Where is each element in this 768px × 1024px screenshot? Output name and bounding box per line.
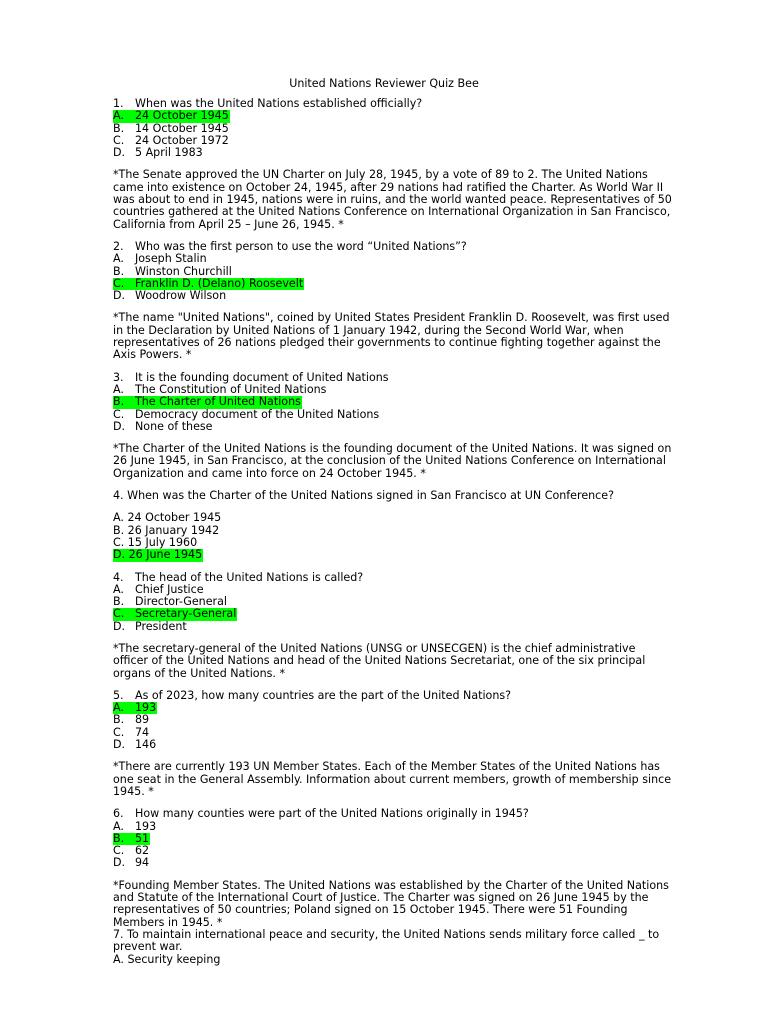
answer-option: D. 5 April 1983 <box>113 146 203 160</box>
answer-option: B. Winston Churchill <box>113 264 232 278</box>
question-text: 3. It is the founding document of United Nations <box>113 370 389 384</box>
answer-option-correct: A. 193 <box>113 701 157 715</box>
question-4 <box>113 490 673 571</box>
question-8 <box>113 929 673 966</box>
answer-option: B. 89 <box>113 713 150 727</box>
question-text: 2. Who was the first person to use the word “United Nations”? <box>113 239 467 253</box>
question-7 <box>113 808 673 929</box>
answer-option: C. 62 <box>113 844 150 858</box>
question-text: 5. As of 2023, how many countries are the part of the United Nations? <box>113 688 512 702</box>
answer-option: C. 15 July 1960 <box>113 535 198 549</box>
explanation: *The name "United Nations", coined by United States President Franklin D. Roosevelt, was first used in the Declaration by United Nations of 1 January 1942, during the Second World War, when representatives of 26 nations pledged their governments to continue fighting together against the Axis Powers. * <box>113 311 670 362</box>
question-text: 1. When was the United Nations established officially? <box>113 97 423 110</box>
answer-option: D. Woodrow Wilson <box>113 289 227 303</box>
question-text: 7. To maintain international peace and security, the United Nations sends military force called _ to prevent war. <box>113 927 660 954</box>
answer-option-correct: B. 51 <box>113 831 150 845</box>
answer-option: D. 146 <box>113 738 157 752</box>
explanation: *The secretary-general of the United Nations (UNSG or UNSECGEN) is the chief administrative officer of the United Nations and head of the United Nations Secretariat, one of the six principal organs of the United Nations. * <box>113 641 646 680</box>
answer-option: D. 94 <box>113 856 150 870</box>
answer-option-correct: C. Franklin D. (Delano) Roosevelt <box>113 276 304 290</box>
answer-option: A. 193 <box>113 819 157 833</box>
document-title: United Nations Reviewer Quiz Bee <box>289 77 479 90</box>
answer-option: D. None of these <box>113 419 213 433</box>
answer-option: C. 24 October 1972 <box>113 133 229 147</box>
answer-option: B. 14 October 1945 <box>113 121 229 135</box>
question-text: 4. The head of the United Nations is called? <box>113 570 364 584</box>
answer-option: D. President <box>113 619 187 633</box>
answer-option: A. 24 October 1945 <box>113 511 222 525</box>
explanation: *The Charter of the United Nations is the founding document of the United Nations. It was signed on 26 June 1945, in San Francisco, at the conclusion of the United Nations Conference on International Organization and came into force on 24 October 1945. * <box>113 442 672 480</box>
answer-option: A. Security keeping <box>113 952 221 966</box>
quiz-content <box>113 98 673 966</box>
answer-option: A. Joseph Stalin <box>113 252 207 266</box>
question-text: 4. When was the Charter of the United Nations signed in San Francisco at UN Conference? <box>113 489 614 503</box>
answer-option-correct: D. 26 June 1945 <box>113 548 203 562</box>
question-3 <box>113 372 673 480</box>
answer-option: B. 26 January 1942 <box>113 523 220 537</box>
answer-option-correct: A. 24 October 1945 <box>113 109 229 123</box>
answer-option: B. Director-General <box>113 595 227 609</box>
question-1 <box>113 98 673 231</box>
question-6 <box>113 690 673 798</box>
question-2 <box>113 241 673 362</box>
answer-option: A. Chief Justice <box>113 582 204 596</box>
question-text: 6. How many counties were part of the United Nations originally in 1945? <box>113 807 529 821</box>
answer-option-correct: B. The Charter of United Nations <box>113 395 301 409</box>
answer-option: A. The Constitution of United Nations <box>113 382 327 396</box>
answer-option: C. Democracy document of the United Nations <box>113 407 380 421</box>
answer-option-correct: C. Secretary-General <box>113 607 237 621</box>
question-5 <box>113 572 673 680</box>
explanation: *The Senate approved the UN Charter on July 28, 1945, by a vote of 89 to 2. The United Nations came into existence on October 24, 1945, after 29 nations had ratified the Charter. As World War II was about to end in 1945, nations were in ruins, and the world wanted peace. Representatives of 50 countries gathered at the United Nations Conference on International Organization in San Francisco, California from April 25 – June 26, 1945. * <box>113 168 672 231</box>
explanation: *There are currently 193 UN Member States. Each of the Member States of the United Nations has one seat in the General Assembly. Information about current members, growth of membership since 1945. * <box>113 760 672 798</box>
explanation: *Founding Member States. The United Nations was established by the Charter of the United Nations and Statute of the International Court of Justice. The Charter was signed on 26 June 1945 by the representatives of 50 countries; Poland signed on 15 October 1945. There were 51 Founding Members in 1945. * <box>113 878 669 929</box>
answer-option: C. 74 <box>113 725 150 739</box>
